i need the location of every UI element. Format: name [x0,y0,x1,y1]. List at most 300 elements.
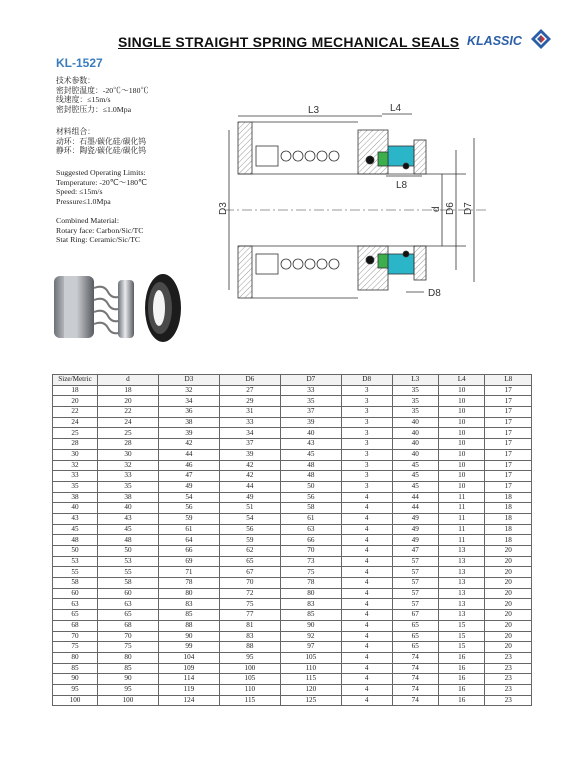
table-row [53,385,532,396]
table-cell: 57 [392,567,438,578]
table-cell: 62 [219,546,280,557]
table-row [53,620,532,631]
table-cell: 10 [438,481,484,492]
table-cell: 4 [341,524,392,535]
table-cell: 3 [341,428,392,439]
table-cell: 3 [341,471,392,482]
table-cell: 56 [158,503,219,514]
table-cell: 100 [53,695,98,706]
table-cell: 31 [219,407,280,418]
table-cell: 61 [280,513,341,524]
table-cell: 10 [438,460,484,471]
table-cell: 125 [280,695,341,706]
table-cell: 4 [341,610,392,621]
table-cell: 75 [53,642,98,653]
column-header: D3 [158,375,219,386]
table-cell: 64 [158,535,219,546]
table-cell: 10 [438,407,484,418]
table-cell: 104 [158,652,219,663]
table-cell: 17 [485,428,532,439]
table-cell: 74 [392,695,438,706]
table-cell: 16 [438,663,484,674]
table-cell: 38 [98,492,159,503]
table-cell: 110 [219,684,280,695]
table-cell: 65 [392,642,438,653]
table-cell: 110 [280,663,341,674]
page-title: SINGLE STRAIGHT SPRING MECHANICAL SEALS [118,34,460,50]
table-cell: 69 [158,556,219,567]
table-cell: 4 [341,631,392,642]
table-cell: 4 [341,503,392,514]
table-cell: 18 [485,503,532,514]
table-cell: 13 [438,588,484,599]
table-cell: 20 [485,588,532,599]
table-cell: 3 [341,407,392,418]
table-cell: 4 [341,599,392,610]
table-cell: 16 [438,652,484,663]
column-header: Size/Metric [53,375,98,386]
table-cell: 75 [219,599,280,610]
table-cell: 23 [485,663,532,674]
table-cell: 73 [280,556,341,567]
table-cell: 35 [53,481,98,492]
table-cell: 100 [98,695,159,706]
table-cell: 10 [438,396,484,407]
table-cell: 45 [392,460,438,471]
table-cell: 77 [219,610,280,621]
table-cell: 48 [53,535,98,546]
table-cell: 4 [341,513,392,524]
table-cell: 49 [392,513,438,524]
table-cell: 124 [158,695,219,706]
table-cell: 4 [341,684,392,695]
table-cell: 39 [280,417,341,428]
table-cell: 90 [98,674,159,685]
table-cell: 65 [392,631,438,642]
table-cell: 33 [98,471,159,482]
table-cell: 70 [219,578,280,589]
table-cell: 39 [219,449,280,460]
table-cell: 44 [392,492,438,503]
table-cell: 23 [485,695,532,706]
table-cell: 20 [485,642,532,653]
table-cell: 43 [98,513,159,524]
table-header-row [53,375,532,386]
table-row [53,642,532,653]
table-row [53,652,532,663]
table-cell: 17 [485,417,532,428]
table-cell: 38 [158,417,219,428]
table-cell: 58 [98,578,159,589]
table-cell: 49 [392,524,438,535]
table-cell: 13 [438,578,484,589]
table-row [53,588,532,599]
table-cell: 25 [98,428,159,439]
table-cell: 60 [53,588,98,599]
table-row [53,396,532,407]
table-cell: 16 [438,674,484,685]
table-cell: 40 [392,439,438,450]
table-cell: 47 [392,546,438,557]
table-cell: 4 [341,556,392,567]
table-cell: 65 [98,610,159,621]
table-cell: 4 [341,567,392,578]
table-cell: 63 [280,524,341,535]
table-row [53,449,532,460]
table-cell: 88 [158,620,219,631]
table-cell: 40 [392,449,438,460]
table-cell: 18 [53,385,98,396]
table-cell: 17 [485,385,532,396]
table-cell: 49 [158,481,219,492]
table-cell: 53 [53,556,98,567]
table-cell: 61 [158,524,219,535]
params-cn: 技术参数： 密封腔温度：-20℃～180℃ 线速度：≤15m/s 密封腔压力：≤1.0Mpa [56,76,149,114]
table-cell: 15 [438,631,484,642]
dim-label-d: d [431,206,442,212]
column-header: D7 [280,375,341,386]
table-cell: 48 [280,460,341,471]
table-cell: 59 [219,535,280,546]
table-cell: 32 [53,460,98,471]
table-cell: 4 [341,546,392,557]
table-cell: 59 [158,513,219,524]
table-row [53,684,532,695]
table-cell: 51 [219,503,280,514]
table-cell: 38 [53,492,98,503]
table-cell: 39 [158,428,219,439]
table-cell: 90 [158,631,219,642]
table-cell: 80 [53,652,98,663]
table-cell: 4 [341,620,392,631]
table-cell: 23 [485,674,532,685]
materials-cn: 材料组合： 动环：石墨/碳化硅/碳化钨 静环：陶瓷/碳化硅/碳化钨 [56,127,147,156]
table-cell: 35 [392,396,438,407]
table-cell: 85 [280,610,341,621]
table-cell: 22 [53,407,98,418]
table-cell: 35 [98,481,159,492]
table-cell: 35 [280,396,341,407]
table-cell: 13 [438,599,484,610]
table-cell: 68 [53,620,98,631]
table-cell: 15 [438,642,484,653]
table-cell: 17 [485,407,532,418]
table-cell: 40 [392,417,438,428]
table-cell: 3 [341,439,392,450]
table-cell: 23 [485,652,532,663]
table-cell: 34 [219,428,280,439]
table-cell: 72 [219,588,280,599]
table-cell: 65 [219,556,280,567]
table-cell: 97 [280,642,341,653]
table-cell: 95 [98,684,159,695]
table-cell: 23 [485,684,532,695]
table-cell: 78 [280,578,341,589]
table-cell: 29 [219,396,280,407]
table-cell: 22 [98,407,159,418]
table-row [53,663,532,674]
dim-label-L4: L4 [390,103,402,114]
table-cell: 80 [98,652,159,663]
table-cell: 66 [158,546,219,557]
table-cell: 11 [438,524,484,535]
table-cell: 43 [53,513,98,524]
table-cell: 16 [438,695,484,706]
table-cell: 44 [392,503,438,514]
table-cell: 70 [280,546,341,557]
table-cell: 15 [438,620,484,631]
table-cell: 16 [438,684,484,695]
table-row [53,428,532,439]
table-cell: 33 [53,471,98,482]
stationary-ring-photo [140,270,186,346]
table-cell: 83 [158,599,219,610]
table-cell: 37 [219,439,280,450]
table-cell: 63 [53,599,98,610]
table-cell: 28 [98,439,159,450]
table-cell: 35 [392,407,438,418]
table-cell: 18 [98,385,159,396]
table-cell: 115 [280,674,341,685]
dim-label-D8: D8 [428,288,441,299]
table-cell: 4 [341,642,392,653]
table-cell: 13 [438,556,484,567]
table-cell: 120 [280,684,341,695]
table-cell: 4 [341,652,392,663]
table-cell: 4 [341,578,392,589]
table-cell: 17 [485,439,532,450]
table-cell: 20 [485,578,532,589]
table-cell: 34 [158,396,219,407]
table-cell: 17 [485,471,532,482]
table-row [53,481,532,492]
table-row [53,471,532,482]
table-cell: 58 [53,578,98,589]
table-cell: 44 [219,481,280,492]
table-row [53,578,532,589]
table-cell: 83 [219,631,280,642]
table-cell: 3 [341,417,392,428]
table-cell: 4 [341,492,392,503]
table-cell: 90 [53,674,98,685]
table-cell: 3 [341,396,392,407]
table-cell: 74 [392,684,438,695]
table-cell: 70 [98,631,159,642]
table-cell: 54 [158,492,219,503]
table-row [53,631,532,642]
table-cell: 4 [341,663,392,674]
table-cell: 36 [158,407,219,418]
table-cell: 13 [438,567,484,578]
table-cell: 24 [53,417,98,428]
table-row [53,439,532,450]
table-cell: 13 [438,610,484,621]
table-cell: 115 [219,695,280,706]
table-cell: 3 [341,385,392,396]
table-cell: 74 [392,674,438,685]
table-cell: 11 [438,503,484,514]
table-cell: 85 [98,663,159,674]
table-cell: 17 [485,460,532,471]
column-header: L4 [438,375,484,386]
seal-assembly-photo [46,266,140,354]
table-cell: 20 [485,631,532,642]
table-cell: 45 [392,471,438,482]
table-cell: 90 [280,620,341,631]
table-row [53,524,532,535]
table-cell: 80 [158,588,219,599]
dim-label-L8: L8 [396,180,408,191]
table-cell: 10 [438,449,484,460]
table-cell: 13 [438,546,484,557]
table-cell: 105 [280,652,341,663]
table-cell: 75 [280,567,341,578]
table-cell: 88 [219,642,280,653]
table-cell: 57 [392,556,438,567]
table-cell: 32 [98,460,159,471]
table-cell: 10 [438,385,484,396]
table-cell: 18 [485,492,532,503]
table-cell: 10 [438,417,484,428]
table-cell: 18 [485,513,532,524]
seal-cross-section-drawing [216,100,516,306]
brand-name: KLASSIC [467,34,522,48]
table-cell: 67 [392,610,438,621]
table-cell: 74 [392,663,438,674]
klassic-logo-icon [530,28,552,50]
table-cell: 20 [485,599,532,610]
table-cell: 56 [219,524,280,535]
table-cell: 20 [485,610,532,621]
table-cell: 4 [341,535,392,546]
table-cell: 32 [158,385,219,396]
table-row [53,556,532,567]
table-cell: 99 [158,642,219,653]
table-cell: 60 [98,588,159,599]
table-cell: 56 [280,492,341,503]
table-cell: 44 [158,449,219,460]
table-cell: 42 [219,471,280,482]
table-cell: 11 [438,492,484,503]
table-row [53,460,532,471]
table-cell: 65 [392,620,438,631]
table-cell: 68 [98,620,159,631]
table-cell: 37 [280,407,341,418]
table-cell: 10 [438,439,484,450]
table-cell: 11 [438,535,484,546]
table-cell: 24 [98,417,159,428]
table-cell: 80 [280,588,341,599]
table-cell: 83 [280,599,341,610]
table-cell: 40 [392,428,438,439]
table-row [53,674,532,685]
table-row [53,492,532,503]
table-cell: 20 [485,567,532,578]
table-cell: 45 [98,524,159,535]
table-cell: 3 [341,449,392,460]
table-cell: 85 [158,610,219,621]
dim-label-D7: D7 [463,202,474,215]
table-row [53,695,532,706]
table-cell: 40 [280,428,341,439]
table-cell: 27 [219,385,280,396]
table-cell: 47 [158,471,219,482]
table-cell: 17 [485,396,532,407]
dimension-table [52,374,532,706]
dim-label-D3: D3 [218,202,229,215]
table-cell: 33 [219,417,280,428]
table-cell: 63 [98,599,159,610]
table-cell: 20 [53,396,98,407]
table-cell: 33 [280,385,341,396]
table-cell: 46 [158,460,219,471]
table-cell: 4 [341,588,392,599]
table-row [53,513,532,524]
table-row [53,546,532,557]
table-cell: 42 [158,439,219,450]
table-cell: 50 [53,546,98,557]
table-cell: 95 [219,652,280,663]
materials-en: Combined Material: Rotary face: Carbon/Sic/TC Stat Ring: Ceramic/Sic/TC [56,216,144,245]
table-cell: 35 [392,385,438,396]
table-cell: 67 [219,567,280,578]
table-cell: 57 [392,588,438,599]
table-cell: 119 [158,684,219,695]
column-header: D8 [341,375,392,386]
table-cell: 11 [438,513,484,524]
table-cell: 75 [98,642,159,653]
table-cell: 20 [485,620,532,631]
table-cell: 40 [53,503,98,514]
table-cell: 57 [392,578,438,589]
table-cell: 92 [280,631,341,642]
table-row [53,599,532,610]
column-header: d [98,375,159,386]
table-cell: 48 [280,471,341,482]
table-cell: 10 [438,471,484,482]
table-cell: 105 [219,674,280,685]
table-cell: 20 [485,546,532,557]
table-cell: 70 [53,631,98,642]
table-cell: 20 [485,556,532,567]
table-cell: 42 [219,460,280,471]
table-cell: 71 [158,567,219,578]
table-row [53,417,532,428]
table-cell: 45 [392,481,438,492]
table-cell: 3 [341,460,392,471]
table-cell: 25 [53,428,98,439]
table-cell: 55 [98,567,159,578]
table-row [53,407,532,418]
table-cell: 30 [98,449,159,460]
table-cell: 74 [392,652,438,663]
table-cell: 18 [485,524,532,535]
table-cell: 49 [392,535,438,546]
table-cell: 40 [98,503,159,514]
table-cell: 43 [280,439,341,450]
table-cell: 57 [392,599,438,610]
column-header: D6 [219,375,280,386]
table-cell: 95 [53,684,98,695]
table-cell: 114 [158,674,219,685]
model-number: KL-1527 [56,56,103,70]
table-cell: 65 [53,610,98,621]
table-cell: 54 [219,513,280,524]
table-row [53,567,532,578]
table-cell: 50 [280,481,341,492]
table-cell: 17 [485,481,532,492]
table-row [53,610,532,621]
